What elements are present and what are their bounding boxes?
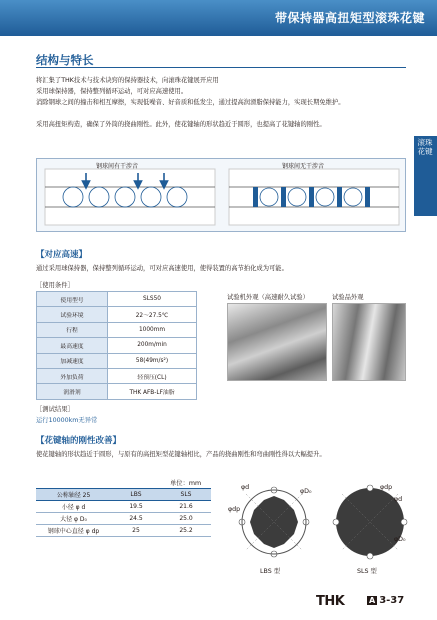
section-title-rigidity: 【花键轴的刚性改善】 [36,436,122,446]
result-label: ［测试结果］ [36,406,74,413]
sls-label-d: φd [394,496,403,503]
column-header: 公称轴径 25 [36,489,111,501]
lbs-caption: LBS 型 [260,568,281,575]
diagram-right-label: 钢球间无干涉音 [282,163,325,170]
table-row [36,513,211,525]
condition-label: 使用型号 [37,292,108,307]
table-header-row [36,489,211,501]
table-row [37,338,197,353]
unit-label: 单位：mm [170,480,202,487]
section-rule [36,67,406,68]
sls-label-dp: φdp [380,484,393,491]
lbs-label-dp: φdp [228,506,241,513]
condition-label: 加减速度 [37,353,108,368]
table-row [37,307,197,322]
section-title-high-speed: 【对应高速】 [36,250,88,260]
page-number-value: 3-37 [379,595,405,606]
table-row [37,292,197,307]
test-machine-photo [227,303,327,381]
condition-value: SLS50 [108,292,197,307]
table-cell: 大径 φ D₀ [36,513,111,525]
ball-interference-diagram [36,158,406,232]
condition-value: 22～27.5℃ [108,307,197,322]
table-row [37,368,197,383]
table-cell: 25.2 [161,525,211,537]
condition-label: 行程 [37,322,108,337]
column-header: SLS [161,489,211,501]
sls-label-d0: φD₀ [394,536,406,543]
table-cell: 19.5 [111,501,161,513]
table-row [37,322,197,337]
condition-label: 外加负荷 [37,368,108,383]
feature-paragraph-1: 将汇集了THK技术与技术诀窍的保持器技术，向滚珠花键展开应用 [36,77,219,84]
rigidity-table [36,488,211,537]
condition-label: 润滑剂 [37,384,108,399]
table-cell: 24.5 [111,513,161,525]
table-cell: 钢球中心直径 φ dp [36,525,111,537]
lbs-label-d: φd [241,484,250,491]
lbs-label-d0: φD₀ [300,488,312,495]
left-panel [45,169,215,225]
table-row [36,525,211,537]
table-cell: 21.6 [161,501,211,513]
table-cell: 25 [111,525,161,537]
page-prefix-badge: A [369,596,376,605]
feature-paragraph-4: 采用高扭矩构造，确保了外筒的挠曲刚性。此外，使花键轴的形状趋近于圆形，也提高了花键轴的刚性。 [36,121,326,128]
high-speed-text: 通过采用球保持器，保持整列循环运动，可对应高速使用，使得装置的高节拍化成为可能。 [36,265,288,272]
condition-value: THK AFB-LF油脂 [108,384,197,399]
test-product-photo [332,303,406,381]
condition-value: 200m/min [108,338,197,353]
rigidity-text: 使花键轴的形状趋近于圆形，与原有的高扭矩型花键轴相比，产品的挠曲刚性和弯曲刚性得以大幅提升。 [36,451,326,458]
lbs-cross-section [239,487,309,557]
section-title-structure: 结构与特长 [36,53,94,67]
condition-value: 1000mm [108,322,197,337]
conditions-table [36,291,197,400]
page-number [367,595,404,606]
photo1-caption: 试验机外观（高速耐久试验） [227,294,309,301]
condition-label: 试验环境 [37,307,108,322]
diagram-left-label: 钢球间有干涉音 [96,163,139,170]
table-cell: 小径 φ d [36,501,111,513]
feature-paragraph-3: 消除钢球之间的撞击和相互摩擦，实现低噪音、好音质和低发尘，通过提高润滑脂保持能力，实现长期免维护。 [36,99,345,106]
ball-diagram-svg [37,159,407,233]
result-text: 运行10000km无异常 [36,417,98,424]
column-header: LBS [111,489,161,501]
page-header-title: 带保持器高扭矩型滚珠花键 [274,11,425,25]
table-row [37,384,197,399]
table-row [37,353,197,368]
side-tab-label: 滚珠花键 [417,138,433,156]
photo2-caption: 试验品外观 [332,294,364,301]
feature-paragraph-2: 采用球保持器，保持整列循环运动，可对应高速使用。 [36,88,188,95]
thk-logo: THK [316,594,345,609]
condition-value: 轻预压(CL) [108,368,197,383]
table-cell: 25.0 [161,513,211,525]
condition-label: 最高速度 [37,338,108,353]
table-row [36,501,211,513]
sls-caption: SLS 型 [357,568,377,575]
conditions-label: ［使用条件］ [36,282,74,289]
condition-value: 58(49m/s²) [108,353,197,368]
